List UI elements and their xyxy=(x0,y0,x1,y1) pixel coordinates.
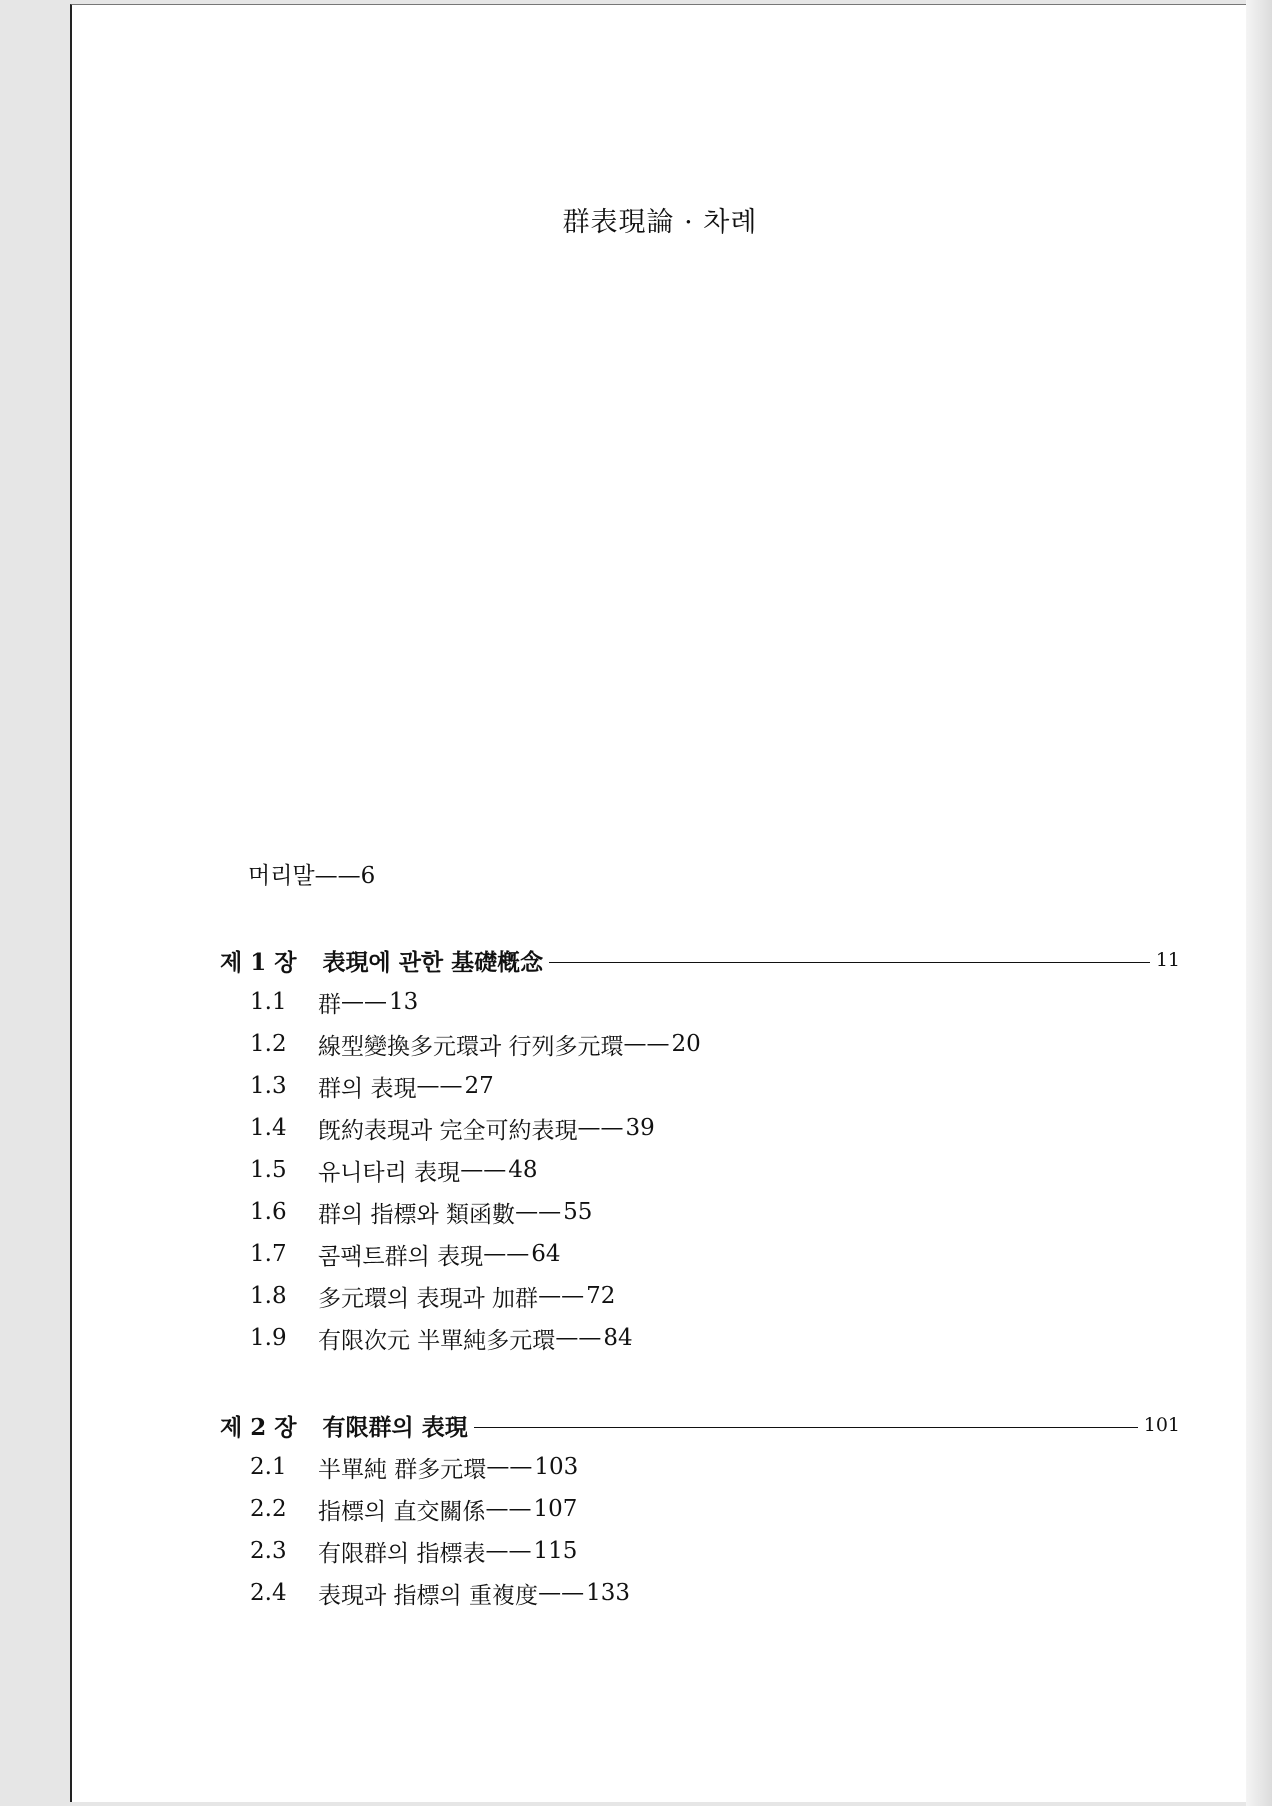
section-number: 1.7 xyxy=(250,1241,287,1267)
toc-preface[interactable] xyxy=(248,857,375,890)
section-dash: —— xyxy=(460,1157,507,1183)
toc-section[interactable] xyxy=(250,1237,560,1271)
book-page xyxy=(70,4,1246,1802)
section-dash: —— xyxy=(483,1241,530,1267)
section-page: 13 xyxy=(389,989,419,1015)
section-page: 133 xyxy=(586,1580,630,1606)
toc-chapter-2[interactable] xyxy=(220,1408,1180,1442)
section-dash: —— xyxy=(485,1538,532,1564)
section-title: 表現과 指標의 重複度 xyxy=(318,1582,539,1609)
section-number: 1.9 xyxy=(250,1325,287,1351)
section-dash: —— xyxy=(538,1580,585,1606)
chapter-leader-line xyxy=(474,1427,1138,1428)
section-number: 2.4 xyxy=(250,1580,287,1606)
section-dash: —— xyxy=(341,989,387,1015)
section-page: 39 xyxy=(625,1115,655,1141)
section-dash: —— xyxy=(416,1073,463,1099)
section-title: 多元環의 表現과 加群 xyxy=(318,1285,539,1312)
chapter-page: 101 xyxy=(1143,1414,1180,1436)
toc-section[interactable] xyxy=(250,1069,494,1103)
section-number: 1.4 xyxy=(250,1115,287,1141)
section-page: 55 xyxy=(563,1199,593,1225)
section-number: 1.3 xyxy=(250,1073,287,1099)
section-page: 72 xyxy=(586,1283,616,1309)
section-title: 群의 表現 xyxy=(318,1075,417,1102)
section-title: 유니타리 表現 xyxy=(318,1159,461,1186)
preface-dash: —— xyxy=(314,863,361,889)
section-page: 115 xyxy=(533,1538,578,1564)
section-dash: —— xyxy=(555,1325,602,1351)
section-title: 群의 指標와 類函數 xyxy=(318,1201,516,1228)
section-dash: —— xyxy=(515,1199,562,1225)
section-page: 20 xyxy=(671,1031,701,1057)
section-number: 1.8 xyxy=(250,1283,287,1309)
section-title: 旣約表現과 完全可約表現 xyxy=(318,1117,578,1144)
toc-section[interactable] xyxy=(250,1111,655,1145)
section-dash: —— xyxy=(577,1115,624,1141)
section-title: 指標의 直交關係 xyxy=(318,1498,486,1525)
page-edge-shadow xyxy=(1246,0,1272,1806)
section-dash: —— xyxy=(538,1283,585,1309)
section-page: 107 xyxy=(533,1496,578,1522)
section-title: 有限次元 半單純多元環 xyxy=(318,1327,556,1354)
section-number: 2.1 xyxy=(250,1454,287,1480)
toc-section[interactable] xyxy=(250,1027,701,1061)
chapter-number: 제 2 장 xyxy=(220,1413,297,1441)
section-page: 48 xyxy=(508,1157,538,1183)
chapter-title: 有限群의 表現 xyxy=(322,1413,468,1441)
preface-label: 머리말 xyxy=(248,863,315,889)
toc-section[interactable] xyxy=(250,1534,577,1568)
section-title: 群 xyxy=(318,991,341,1018)
chapter-title: 表現에 관한 基礎槪念 xyxy=(322,948,544,976)
section-number: 1.1 xyxy=(250,989,287,1015)
preface-page: 6 xyxy=(360,863,376,889)
section-dash: —— xyxy=(486,1454,533,1480)
chapter-page: 11 xyxy=(1155,949,1180,971)
page-title: 群表現論 · 차례 xyxy=(562,207,758,238)
toc-chapter-1[interactable] xyxy=(220,943,1180,977)
section-number: 2.3 xyxy=(250,1538,287,1564)
chapter-number: 제 1 장 xyxy=(220,948,297,976)
section-title: 線型變換多元環과 行列多元環 xyxy=(318,1033,624,1060)
section-number: 2.2 xyxy=(250,1496,287,1522)
section-number: 1.5 xyxy=(250,1157,287,1183)
section-title: 半單純 群多元環 xyxy=(318,1456,487,1483)
chapter-leader-line xyxy=(549,962,1150,963)
toc-section[interactable] xyxy=(250,1195,592,1229)
section-number: 1.6 xyxy=(250,1199,287,1225)
section-page: 84 xyxy=(603,1325,633,1351)
toc-section[interactable] xyxy=(250,1492,577,1526)
section-page: 27 xyxy=(464,1073,494,1099)
section-page: 103 xyxy=(534,1454,579,1480)
section-number: 1.2 xyxy=(250,1031,287,1057)
section-title: 콤팩트群의 表現 xyxy=(318,1243,484,1270)
section-dash: —— xyxy=(623,1031,670,1057)
toc-section[interactable] xyxy=(250,1279,615,1313)
toc-section[interactable] xyxy=(250,1576,630,1610)
section-dash: —— xyxy=(485,1496,532,1522)
toc-section[interactable] xyxy=(250,1450,578,1484)
toc-section[interactable] xyxy=(250,985,418,1019)
section-title: 有限群의 指標表 xyxy=(318,1540,486,1567)
section-page: 64 xyxy=(531,1241,561,1267)
toc-section[interactable] xyxy=(250,1321,633,1355)
toc-section[interactable] xyxy=(250,1153,537,1187)
